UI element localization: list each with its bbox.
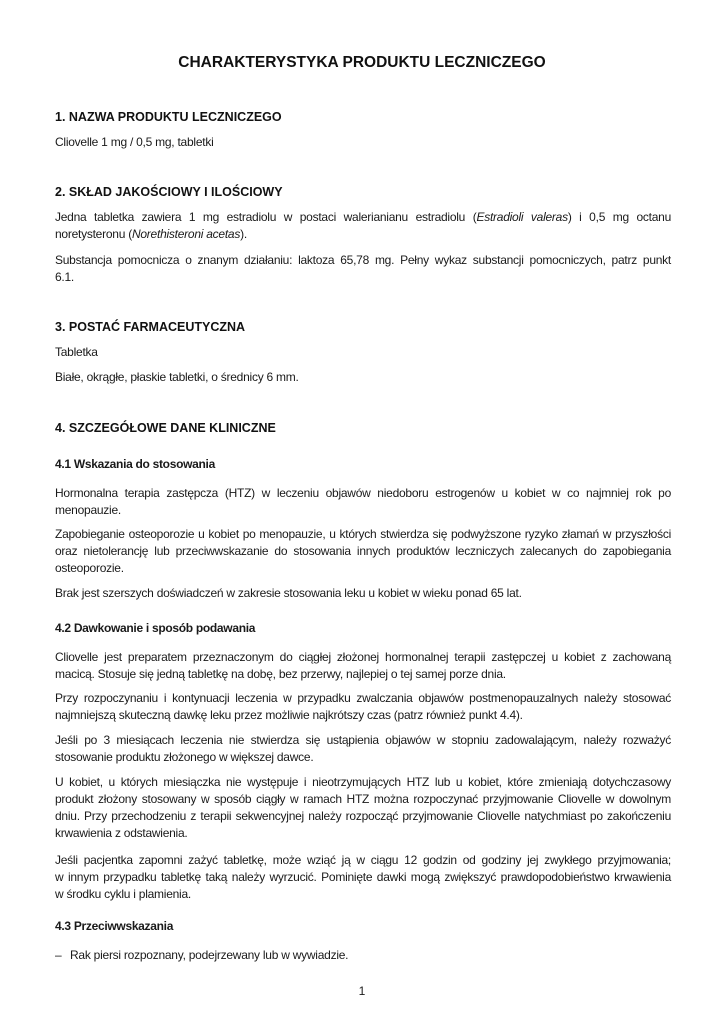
latin-name: Norethisteroni acetas xyxy=(131,227,241,241)
form-description: Białe, okrągłe, płaskie tabletki, o średnicy 6 mm. xyxy=(55,370,299,384)
subsection-4-3-heading: 4.3 Przeciwwskazania xyxy=(55,919,174,933)
section-3-heading: 3. POSTAĆ FARMACEUTYCZNA xyxy=(55,320,246,334)
section-2-heading: 2. SKŁAD JAKOŚCIOWY I ILOŚCIOWY xyxy=(55,185,283,199)
section-1-heading: 1. NAZWA PRODUKTU LECZNICZEGO xyxy=(55,110,282,124)
indication-paragraph-1: Hormonalna terapia zastępcza (HTZ) w leczeniu objawów niedoboru estrogenów u kobiet w co najmniej rok po menopauzie. xyxy=(55,486,671,517)
bullet-dash: – xyxy=(55,948,62,962)
latin-name: Estradioli valeras xyxy=(476,210,568,224)
subsection-4-1-heading: 4.1 Wskazania do stosowania xyxy=(55,457,215,471)
dosage-paragraph-4: U kobiet, u których miesiączka nie występuje i nieotrzymujących HTZ lub u kobiet, które zmieniają dotychczasowy produkt złożony stosowany w sposób ciągły w ramach HTZ można rozpoczynać przyjmowanie Cliovelle w dowolnym dniu. Przy przechodzeniu z terapii sekwencyjnej należy rozpocząć przyjmowanie Cliovelle natychmiast po zakończeniu krwawienia z odstawienia. xyxy=(55,775,671,840)
document-title: CHARAKTERYSTYKA PRODUKTU LECZNICZEGO xyxy=(178,54,546,71)
section-4-heading: 4. SZCZEGÓŁOWE DANE KLINICZNE xyxy=(55,421,276,435)
product-name-text: Cliovelle 1 mg / 0,5 mg, tabletki xyxy=(55,135,214,149)
contraindication-list-item xyxy=(55,947,348,964)
excipient-line-2: 6.1. xyxy=(55,270,75,284)
excipient-paragraph xyxy=(55,252,671,286)
subsection-4-2-heading: 4.2 Dawkowanie i sposób podawania xyxy=(55,621,256,635)
composition-paragraph xyxy=(55,209,671,243)
composition-line-2: noretysteronu (Norethisteroni acetas). xyxy=(55,227,247,241)
composition-line-1: Jedna tabletka zawiera 1 mg estradiolu w postaci walerianianu estradiolu (Estradioli valeras) i 0,5 mg octanu xyxy=(55,210,671,224)
contraindication-text: Rak piersi rozpoznany, podejrzewany lub w wywiadzie. xyxy=(70,948,349,962)
indication-paragraph-2: Zapobieganie osteoporozie u kobiet po menopauzie, u których stwierdza się podwyższone ryzyko złamań w przyszłości oraz nietolerancję lub przeciwwskazanie do stosowania innych produktów leczniczych zalecanych do zapobiegania osteoporozie. xyxy=(55,527,671,575)
dosage-paragraph-2: Przy rozpoczynaniu i kontynuacji leczenia w przypadku zwalczania objawów postmenopauzalnych należy stosować najmniejszą skuteczną dawkę leku przez możliwie najkrótszy czas (patrz również punkt 4.4). xyxy=(55,691,671,722)
dosage-paragraph-5: Jeśli pacjentka zapomni zażyć tabletkę, może wziąć ją w ciągu 12 godzin od godziny jej zwykłego przyjmowania; w innym przypadku tabletkę taką należy wyrzucić. Pominięte dawki mogą zwiększyć prawdopodobieństwo krwawienia w środku cyklu i plamienia. xyxy=(55,853,671,901)
indication-paragraph-3: Brak jest szerszych doświadczeń w zakresie stosowania leku u kobiet w wieku ponad 65 lat. xyxy=(55,586,522,600)
excipient-line-1: Substancja pomocnicza o znanym działaniu: laktoza 65,78 mg. Pełny wykaz substancji pomocniczych, patrz punkt xyxy=(55,253,671,267)
dosage-paragraph-3: Jeśli po 3 miesiącach leczenia nie stwierdza się ustąpienia objawów w stopniu zadowalającym, należy rozważyć stosowanie produktu złożonego w większej dawce. xyxy=(55,733,671,764)
form-text: Tabletka xyxy=(55,345,98,359)
page-number: 1 xyxy=(358,984,366,998)
dosage-paragraph-1: Cliovelle jest preparatem przeznaczonym do ciągłej złożonej hormonalnej terapii zastępczej u kobiet z zachowaną macicą. Stosuje się jedną tabletkę na dobę, bez przerwy, najlepiej o tej samej porze dnia. xyxy=(55,650,671,681)
